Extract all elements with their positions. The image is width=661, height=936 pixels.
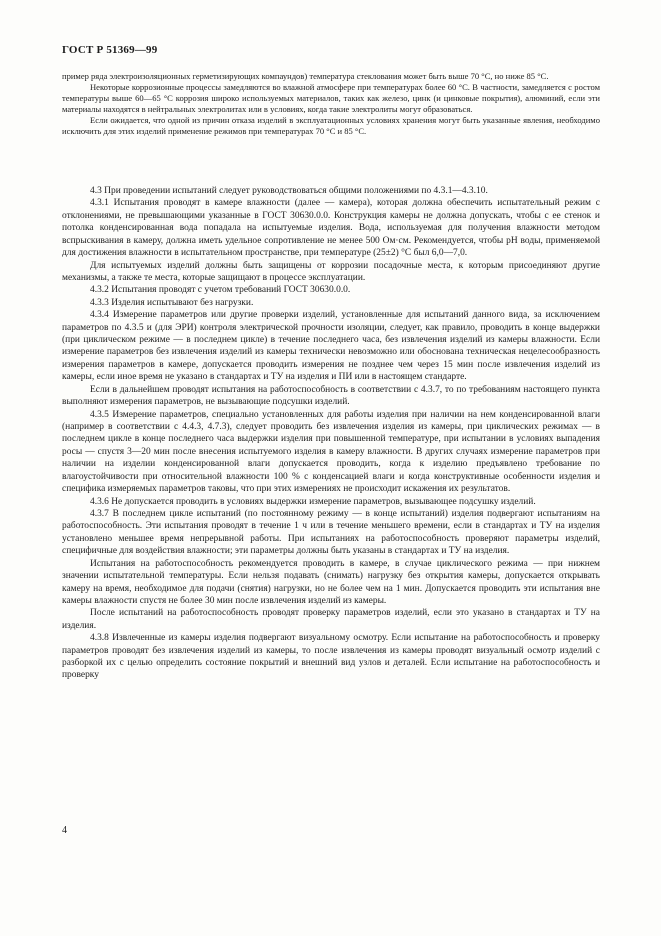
main-text-block bbox=[62, 185, 600, 682]
paragraph: После испытаний на работоспособность проводят проверку параметров изделий, если это указано в стандартах и ТУ на изделия. bbox=[62, 608, 600, 631]
clause-4-3-3: 4.3.3 Изделия испытывают без нагрузки. bbox=[90, 297, 254, 308]
clause-4-3: 4.3 При проведении испытаний следует руководствоваться общими положениями по 4.3.1—4.3.10. bbox=[90, 186, 488, 196]
clause-4-3-1: 4.3.1 Испытания проводят в камере влажности (далее — камера), которая должна обеспечить испытательный режим с отклонениями, не превышающими указанные в ГОСТ 30630.0.0. Конструкция камеры не должна допускать, чтобы с ее стенок и потолка конденсированная вода попадала на испытуемые изделия. Вода, используемая для получения влажности методом вспрыскивания в камеру, должна иметь удельное сопротивление не менее 500 Ом·см. Рекомендуется, чтобы pH воды, применяемой для достижения влажности в испытательном пространстве, при температуре (25±2) °С был 6,0—7,0. bbox=[62, 198, 600, 259]
paragraph: пример ряда электроизоляционных герметизирующих компаундов) температура стеклования может быть выше 70 °С, но ниже 85 °С. bbox=[62, 71, 549, 81]
paragraph: Некоторые коррозионные процессы замедляются во влажной атмосфере при температурах более 60 °С. В частности, замедляется с ростом температуры выше 60—65 °С коррозия широко используемых материалов, таких как железо, цинк (и цинковые покрытия), алюминий, если эти материалы находятся в нейтральных электролитах или в условиях, когда такие электролиты могут образоваться. bbox=[62, 82, 600, 115]
clause-4-3-4: 4.3.4 Измерение параметров или другие проверки изделий, установленные для испытаний данного вида, за исключением параметров по 4.3.5 и (для ЭРИ) контроля электрической прочности изоляции, следует, как правило, проводить в конце выдержки (при циклическом режиме — в последнем цикле) в течение последнего часа, без извлечения изделий из камеры влажности. Если измерение параметров без извлечения изделий из камеры технически невозможно или обоснована техническая нецелесообразность измерения параметров в камере, допускается проводить измерения не позднее чем через 15 мин после извлечения изделий из камеры, если иное время не указано в стандартах и ТУ на изделия и ПИ или в настоящем стандарте. bbox=[62, 310, 600, 383]
paragraph: Для испытуемых изделий должны быть защищены от коррозии посадочные места, к которым присоединяют другие механизмы, а также те места, которые защищают в процессе эксплуатации. bbox=[62, 260, 600, 283]
paragraph: Испытания на работоспособность рекомендуется проводить в камере, в случае циклического режима — при нижнем значении испытательной температуры. Если нельзя подавать (снимать) нагрузку без открытия камеры, допускается открывать камеру на время, необходимое для подачи (снятия) нагрузки, но не более чем на 1 мин. Допускается проводить эти испытания вне камеры влажности спустя не более 30 мин после извлечения изделий из камеры. bbox=[62, 558, 600, 606]
paragraph: Если в дальнейшем проводят испытания на работоспособность в соответствии с 4.3.7, то по требованиям настоящего пункта выполняют измерения параметров, не вызывающие подсушки изделий. bbox=[62, 384, 600, 408]
clause-4-3-7: 4.3.7 В последнем цикле испытаний (по постоянному режиму — в конце испытаний) изделия подвергают испытаниям на работоспособность. Эти испытания проводят в течение 1 ч или в течение меньшего времени, если в стандартах и ТУ на изделия установлено меньшее время непрерывной работы. При испытаниях на работоспособность проверяют параметры изделий, специфичные для воздействия влажности; эти параметры должны быть указаны в стандартах и ТУ на изделия. bbox=[62, 508, 600, 557]
paragraph: Если ожидается, что одной из причин отказа изделий в эксплуатационных условиях хранения могут быть указанные явления, необходимо исключить для этих изделий применение режимов при температурах 70 °С и 85 °С. bbox=[62, 115, 600, 137]
page-number: 4 bbox=[62, 825, 67, 836]
clause-4-3-6: 4.3.6 Не допускается проводить в условиях выдержки измерение параметров, вызывающее подсушку изделий. bbox=[90, 496, 536, 507]
clause-4-3-8: 4.3.8 Извлеченные из камеры изделия подвергают визуальному осмотру. Если испытание на работоспособность и проверку параметров проводят без извлечения изделий из камеры, то после извлечения из камеры проводят визуальный осмотр изделий с разборкой их с целью определить состояние покрытий и внешний вид узлов и деталей. Если испытание на работоспособность и проверку bbox=[62, 633, 600, 681]
document-header: ГОСТ Р 51369—99 bbox=[62, 44, 158, 56]
clause-4-3-2: 4.3.2 Испытания проводят с учетом требований ГОСТ 30630.0.0. bbox=[90, 285, 351, 296]
clause-4-3-5: 4.3.5 Измерение параметров, специально установленных для работы изделия при наличии на нем конденсированной влаги (например в соответствии с 4.4.3, 4.7.3), следует проводить без извлечения изделия из камеры, при циклических режимах — в последнем цикле в конце последнего часа выдержки изделия при повышенной температуре, при испытании в условиях выпадения росы — спустя 3—20 мин после внесения испытуемого изделия в камеру влажности. В других случаях измерение параметров при наличии на изделии конденсированной влаги допускается проводить, когда к изделию предъявлено требование по влагоустойчивости при относительной влажности 100 % с конденсацией влаги и когда конструктивные особенности изделия и специфика измеряемых параметров таковы, что при этих измерениях не происходит искажения их результатов. bbox=[62, 409, 600, 495]
small-print-block bbox=[62, 71, 600, 137]
